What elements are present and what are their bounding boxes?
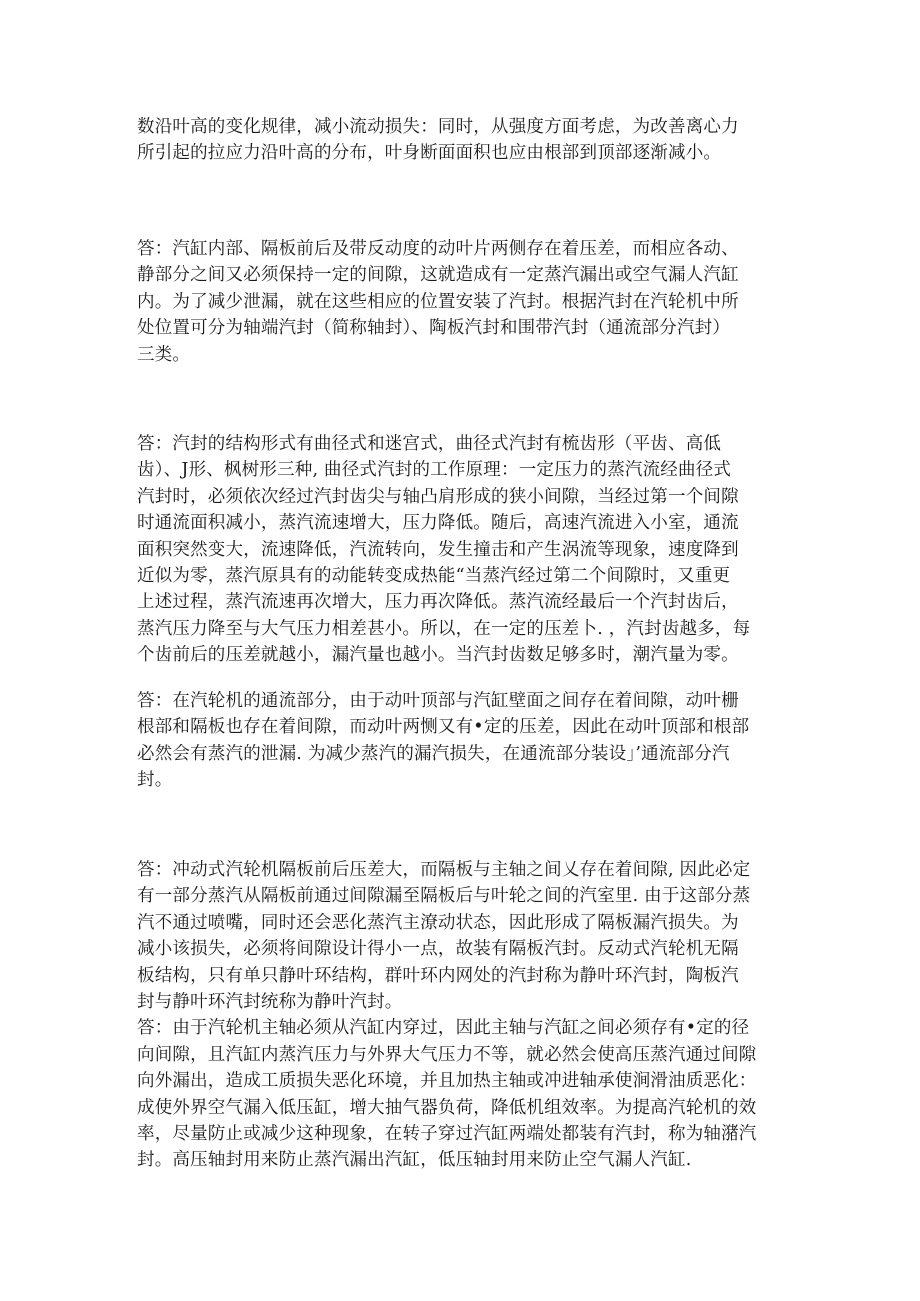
text-line: 上述过程，蒸汽流速再次增大，压力再次降低。蒸汽流经最后一个汽封齿后， [137,592,739,613]
text-line: 减小该损失，必须将间隙设计得小一点，故装有隔板汽封。反动式汽轮机无隔 [137,939,739,960]
text-line: 封。高压轴封用来防止蒸汽漏出汽缸，低压轴封用来防止空气漏人汽缸. [137,1150,692,1171]
text-line: 齿）、J形、枫树形三种, 曲径式汽封的工作原理：一定压力的蒸汽流经曲径式 [137,460,732,481]
text-line: 答：由于汽轮机主轴必须从汽缸内穿过，因此主轴与汽缸之间必须存有•定的径 [137,1018,750,1039]
paragraph-answer-diaphragm-and-shaft-seal [137,857,787,1174]
text-line: 处位置可分为轴端汽封（简称轴封）、陶板汽封和围带汽封（通流部分汽封） [137,318,731,339]
text-line: 答：汽缸内部、隔板前后及带反动度的动叶片两侧存在着压差，而相应各动、 [137,239,739,259]
text-line: 所引起的拉应力沿叶高的分布，叶身断面面积也应由根部到顶部逐渐减小。 [137,143,722,164]
text-line: 成使外界空气漏入低压缸，增大抽气器负荷，降低机组效率。为提高汽轮机的效 [137,1097,757,1118]
paragraph-answer-seals-purpose [137,236,787,368]
text-line: 时通流面积减小，蒸汽流速增大，压力降低。随后，高速汽流进入小室，通流 [137,513,739,534]
text-line: 答：冲动式汽轮机隔板前后压差大，而隔板与主轴之间乂存在着间隙, 因此必定 [137,860,751,880]
text-line: 封与静叶环汽封统称为静叶汽封。 [137,992,403,1013]
paragraph-answer-labyrinth-seal [137,431,787,669]
text-line: 汽封时，必须依次经过汽封齿尖与轴凸肩形成的狭小间隙，当经过第一个间隙 [137,486,739,507]
text-line: 汽不通过喷嘴，同时还会恶化蒸汽主潦动状态，因此形成了隔板漏汽损失。为 [137,912,739,933]
text-line: 三类。 [137,344,191,365]
text-line: 向外漏出，造成工质损失恶化环境，并且加热主轴或冲进轴承使涧滑油质恶化： [137,1071,757,1092]
text-line: 内。为了减少泄漏，就在这些相应的位置安装了汽封。根据汽封在汽轮机中所 [137,291,739,312]
text-line: 率，尽量防止或减少这种现象，在转子穿过汽缸两端处都装有汽封，称为轴潴汽 [137,1124,757,1145]
text-line: 必然会有蒸汽的泄漏. 为减少蒸汽的漏汽损失，在通流部分装设」’通流部分汽 [137,743,730,764]
text-line: 近似为零，蒸汽原具有的动能转变成热能“当蒸汽经过第二个间隙时，又重更 [137,566,731,587]
paragraph-blade-section [137,114,787,167]
text-line: 数沿叶高的变化规律，减小流动损失：同时，从强度方面考虑，为改善离心力 [137,117,739,137]
paragraph-answer-flow-path-seal [137,688,787,794]
text-line: 答：汽封的结构形式有曲径式和迷宫式，曲径式汽封有梳齿形（平齿、高低 [137,434,722,454]
text-line: 有一部分蒸汽从隔板前通过间隙漏至隔板后与叶轮之间的汽室里. 由于这部分蒸 [137,886,751,907]
text-line: 答：在汽轮机的通流部分，由于动叶顶部与汽缸壁面之间存在着间隙，动叶栅 [137,691,739,711]
text-line: 封。 [137,770,173,791]
text-line: 根部和隔板也存在着间隙，而动叶两恻又有•定的压差，因此在动叶顶部和根部 [137,717,750,738]
text-line: 向间隙，且汽缸内蒸汽压力与外界大气压力不等，就必然会使高压蒸汽通过间隙 [137,1044,757,1065]
text-line: 个齿前后的压差就越小，漏汽量也越小。当汽封齿数足够多时，潮汽量为零。 [137,645,739,666]
text-line: 静部分之间又必须保持一定的间隙，这就造成有一定蒸汽漏出或空气漏人汽缸 [137,265,739,286]
text-line: 面积突然变大，流速降低，汽流转向，发生撞击和产生涡流等现象，速度降到 [137,539,739,560]
text-line: 板结构，只有单只静叶环结构，群叶环内网处的汽封称为静叶环汽封，陶板汽 [137,965,739,986]
text-line: 蒸汽压力降至与大气压力相差甚小。所以，在一定的压差卜. ，汽封齿越多，每 [137,618,751,639]
